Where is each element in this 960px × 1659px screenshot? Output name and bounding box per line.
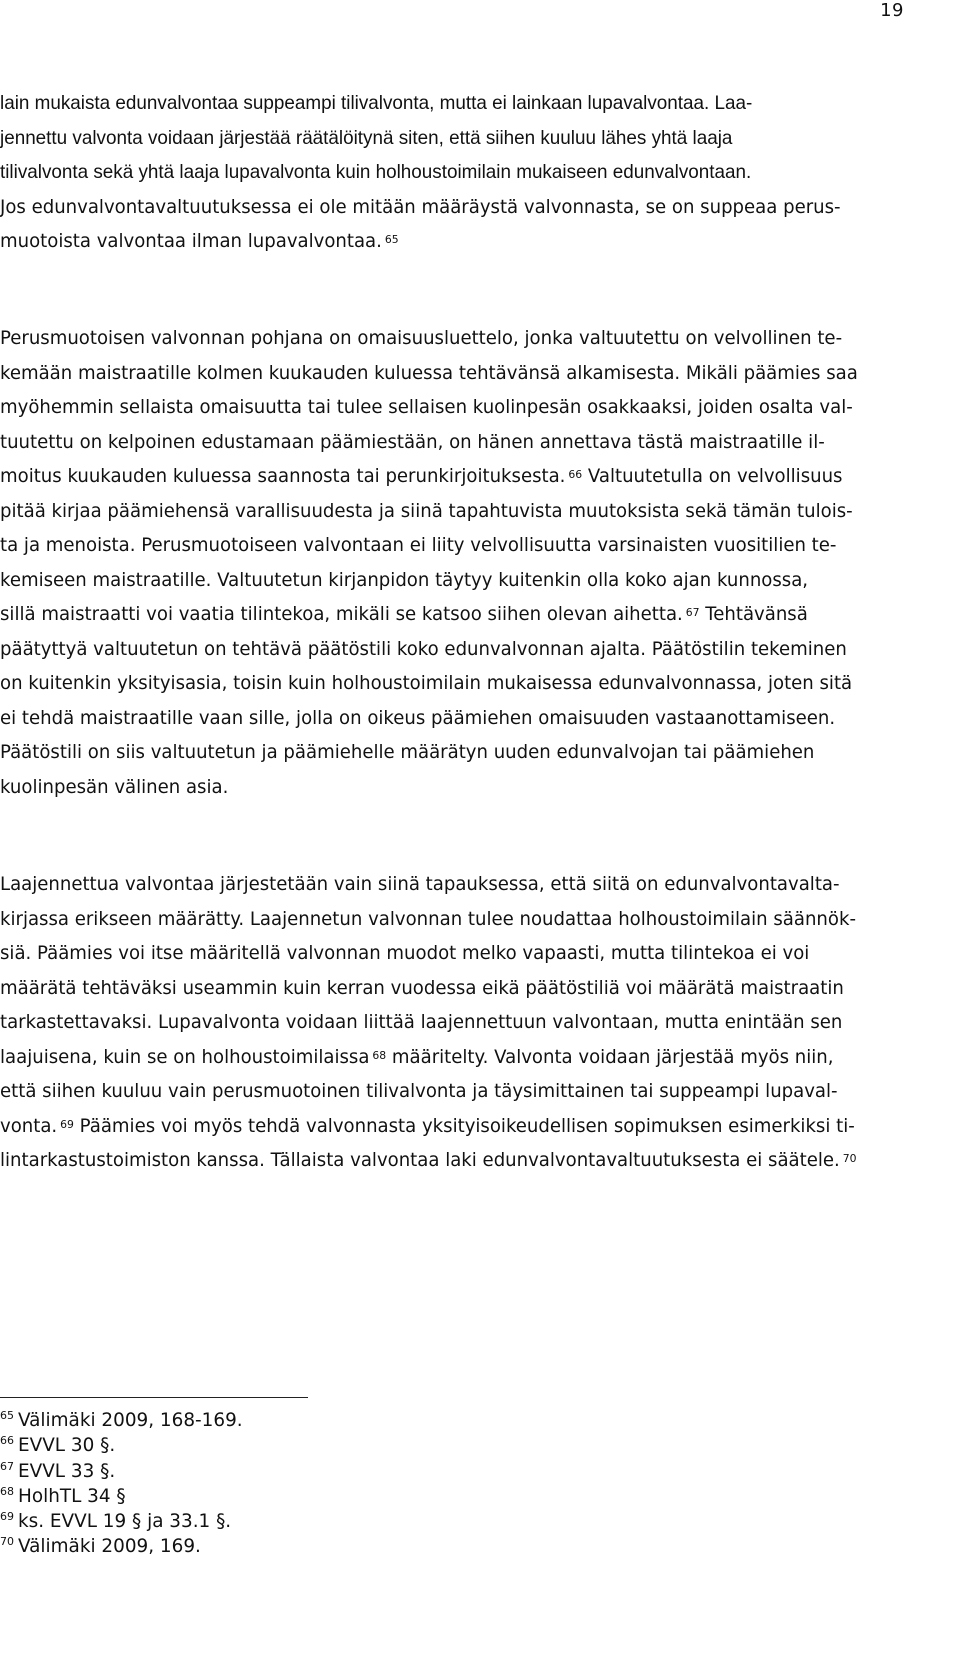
text-line — [0, 87, 905, 122]
footnote-item — [0, 1509, 243, 1534]
footnote-text: EVVL 33 §. — [18, 1460, 116, 1482]
line-text: tarkastettavaksi. Lupavalvonta voidaan liittää laajennettuun valvontaan, mutta enintään sen — [0, 1012, 843, 1033]
footnote-reference[interactable]: 69 — [60, 1117, 74, 1131]
line-text: laajuisena, kuin se on holhoustoimilaissa — [0, 1046, 370, 1068]
footnote-text: Välimäki 2009, 168-169. — [18, 1410, 243, 1431]
text-line — [0, 1075, 905, 1110]
text-line — [0, 391, 905, 426]
text-line — [0, 122, 905, 157]
footnote-number: 66 — [0, 1434, 14, 1448]
line-text: pitää kirjaa päämiehensä varallisuudesta ja siinä tapahtuvista muutoksista sekä tämän tulois- — [0, 500, 853, 522]
footnote-number: 70 — [0, 1535, 14, 1549]
line-text: määrätä tehtäväksi useammin kuin kerran vuodessa eikä päätöstiliä voi määrätä maistraatin — [0, 977, 844, 999]
paragraph-1 — [0, 87, 920, 260]
text-line — [0, 937, 905, 972]
line-text: Jos edunvalvontavaltuutuksessa ei ole mitään määräystä valvonnasta, se on suppeaa perus- — [0, 196, 841, 218]
footnote-item — [0, 1433, 243, 1458]
footnote-separator — [0, 1397, 308, 1398]
paragraph-2 — [0, 322, 920, 805]
text-line — [0, 633, 905, 668]
text-line — [0, 903, 905, 938]
line-text: kuolinpesän välinen asia. — [0, 776, 229, 798]
footnote-number: 69 — [0, 1510, 14, 1524]
line-text: kemään maistraatille kolmen kuukauden kuluessa tehtävänsä alkamisesta. Mikäli päämies saa — [0, 362, 858, 384]
line-text: tilivalvonta sekä yhtä laaja lupavalvonta kuin holhoustoimilain mukaiseen edunvalvontaan. — [0, 162, 752, 183]
page-number: 19 — [880, 0, 904, 21]
line-text-continued: Valtuutetulla on velvollisuus — [582, 466, 843, 487]
footnote-text: ks. EVVL 19 § ja 33.1 §. — [18, 1511, 232, 1533]
line-text: että siihen kuuluu vain perusmuotoinen tilivalvonta ja täysimittainen tai suppeampi lupaval- — [0, 1081, 838, 1102]
text-line — [0, 702, 905, 737]
line-text: Päätöstili on siis valtuutetun ja päämiehelle määrätyn uuden edunvalvojan tai päämiehen — [0, 742, 815, 763]
text-line — [0, 225, 905, 260]
line-text-continued: Päämies voi myös tehdä valvonnasta yksityisoikeudellisen sopimuksen esimerkiksi ti- — [73, 1115, 855, 1137]
text-line — [0, 426, 905, 461]
text-line — [0, 598, 905, 633]
line-text-continued: määritelty. Valvonta voidaan järjestää myös niin, — [386, 1046, 834, 1068]
text-line — [0, 1041, 905, 1076]
text-line — [0, 1006, 905, 1041]
line-text: tuutettu on kelpoinen edustamaan päämiestään, on hänen annettava tästä maistraatille il- — [0, 431, 825, 453]
line-text: lintarkastustoimiston kanssa. Tällaista valvontaa laki edunvalvontavaltuutuksesta ei säätele. — [0, 1150, 840, 1171]
text-line — [0, 357, 905, 392]
line-text: lain mukaista edunvalvontaa suppeampi tilivalvonta, mutta ei lainkaan lupavalvontaa. Laa- — [0, 93, 753, 114]
line-text: jennettu valvonta voidaan järjestää räätälöitynä siten, että siihen kuuluu lähes yhtä laaja — [0, 127, 733, 149]
line-text: ei tehdä maistraatille vaan sille, jolla on oikeus päämiehen omaisuuden vastaanottamiseen. — [0, 707, 836, 729]
line-text: siä. Päämies voi itse määritellä valvonnan muodot melko vapaasti, mutta tilintekoa ei voi — [0, 943, 810, 964]
footnotes — [0, 1408, 243, 1560]
text-line — [0, 191, 905, 226]
text-line — [0, 972, 905, 1007]
paragraph-3 — [0, 868, 920, 1179]
footnote-reference[interactable]: 70 — [842, 1152, 857, 1165]
line-text: vonta. — [0, 1115, 58, 1137]
footnote-text: HolhTL 34 § — [18, 1485, 126, 1507]
line-text: Perusmuotoisen valvonnan pohjana on omaisuusluettelo, jonka valtuutettu on velvollinen te- — [0, 328, 843, 349]
footnote-item — [0, 1534, 243, 1559]
footnote-item — [0, 1459, 243, 1484]
text-line — [0, 868, 905, 903]
text-line — [0, 564, 905, 599]
footnote-number: 68 — [0, 1484, 14, 1498]
line-text: päätyttyä valtuutetun on tehtävä päätöstili koko edunvalvonnan ajalta. Päätöstilin tekeminen — [0, 638, 847, 660]
line-text-continued: Tehtävänsä — [699, 604, 808, 625]
footnote-text: Välimäki 2009, 169. — [18, 1536, 201, 1558]
line-text: sillä maistraatti voi vaatia tilintekoa, mikäli se katsoo siihen olevan aihetta. — [0, 604, 683, 625]
line-text: muotoista valvontaa ilman lupavalvontaa. — [0, 231, 382, 252]
line-text: moitus kuukauden kuluessa saannosta tai perunkirjoituksesta. — [0, 466, 566, 487]
footnote-number: 65 — [0, 1409, 14, 1422]
text-line — [0, 667, 905, 702]
footnote-text: EVVL 30 §. — [18, 1435, 116, 1457]
text-line — [0, 495, 905, 530]
footnote-item — [0, 1408, 243, 1433]
line-text: kemiseen maistraatille. Valtuutetun kirjanpidon täytyy kuitenkin olla koko ajan kunnossa, — [0, 569, 809, 591]
text-line — [0, 1110, 905, 1145]
text-line — [0, 322, 905, 357]
text-line — [0, 460, 905, 495]
text-line — [0, 771, 905, 806]
footnote-item — [0, 1484, 243, 1509]
line-text: on kuitenkin yksityisasia, toisin kuin holhoustoimilain mukaisessa edunvalvonnassa, joten sitä — [0, 673, 853, 694]
footnote-reference[interactable]: 68 — [372, 1048, 387, 1062]
text-line — [0, 736, 905, 771]
text-line — [0, 529, 905, 564]
footnote-number: 67 — [0, 1459, 14, 1473]
footnote-reference[interactable]: 66 — [568, 468, 583, 481]
footnote-reference[interactable]: 65 — [384, 233, 399, 246]
text-line — [0, 156, 905, 191]
text-line — [0, 1144, 905, 1179]
line-text: myöhemmin sellaista omaisuutta tai tulee sellaisen kuolinpesän osakkaaksi, joiden osalta val- — [0, 397, 853, 418]
line-text: ta ja menoista. Perusmuotoiseen valvontaan ei liity velvollisuutta varsinaisten vuositilien te- — [0, 535, 837, 556]
line-text: kirjassa erikseen määrätty. Laajennetun valvonnan tulee noudattaa holhoustoimilain säännök- — [0, 908, 856, 930]
line-text: Laajennettua valvontaa järjestetään vain siinä tapauksessa, että siitä on edunvalvontavalta- — [0, 874, 840, 895]
footnote-reference[interactable]: 67 — [685, 606, 700, 619]
